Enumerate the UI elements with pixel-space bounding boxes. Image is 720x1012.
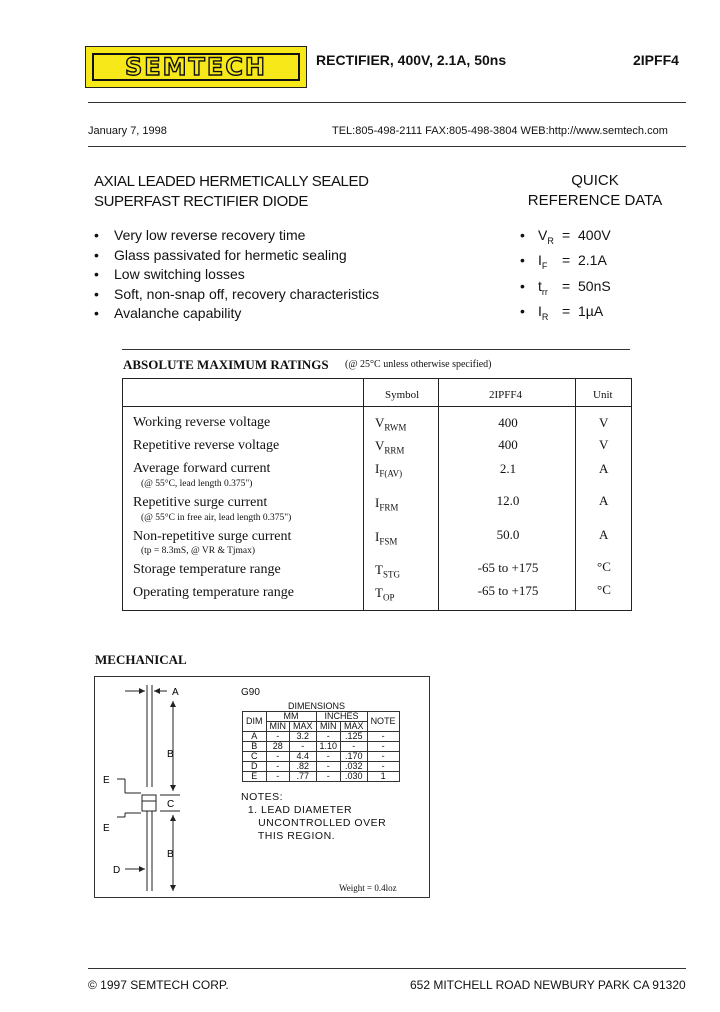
dim-label-d: D [113,865,121,876]
mm-header: MM [266,712,316,722]
unit-cell: V [599,415,609,430]
note-header: NOTE [367,712,399,732]
feature-item: • Very low reverse recovery time [94,226,379,246]
footer-divider [88,968,686,969]
value-cell: 400 [498,415,518,430]
description-line-1: AXIAL LEADED HERMETICALLY SEALED [94,173,369,190]
header-part: 2IPFF4 [489,389,523,401]
unit-cell: A [599,461,609,476]
feature-item: • Avalanche capability [94,304,379,324]
quick-item: • $I_F$ = 2.1A [520,252,607,272]
param-repetitive-surge-current: Repetitive surge current [133,495,268,510]
package-code: G90 [241,687,260,698]
value-cell: 50.0 [496,527,520,542]
param-non-repetitive-surge-current: Non-repetitive surge current [133,529,292,544]
value-cell: 2.1 [499,461,517,476]
param-storage-temperature-range: Storage temperature range [133,562,281,577]
dim-label-b-lower: B [167,849,174,860]
ratings-title: ABSOLUTE MAXIMUM RATINGS [123,357,329,372]
feature-item: • Glass passivated for hermetic sealing [94,246,379,266]
contact-info: TEL:805-498-2111 FAX:805-498-3804 WEB:http://www.semtech.com [332,125,668,137]
param-note: (tp = 8.3mS, @ VR & Tjmax) [141,546,256,556]
logo-text: SEMTECH [124,53,268,81]
footer-copyright: © 1997 SEMTECH CORP. [88,978,229,992]
symbol-cell: $I_{FSM}$ [375,529,398,547]
param-average-forward-current: Average forward current [133,461,271,476]
unit-cell: °C [597,582,611,597]
param-working-reverse-voltage: Working reverse voltage [133,415,271,430]
unit-cell: A [599,493,609,508]
symbol-cell: $V_{RRM}$ [375,438,405,456]
mechanical-title: MECHANICAL [95,652,187,667]
table-row: B 28 - 1.10 - - [243,742,400,752]
quick-title-line-1: QUICK [571,172,619,189]
feature-item: • Low switching losses [94,265,379,285]
param-repetitive-reverse-voltage: Repetitive reverse voltage [133,438,280,453]
symbol-cell: $I_{F(AV)}$ [375,461,403,479]
max-header: MAX [341,722,368,732]
unit-cell: °C [597,559,611,574]
max-header: MAX [290,722,317,732]
product-description [94,172,369,212]
symbol-cell: $I_{FRM}$ [375,495,399,513]
ratings-table [122,378,632,611]
min-header: MIN [266,722,290,732]
value-cell: 12.0 [496,493,520,508]
mechanical-notes: NOTES: 1. LEAD DIAMETER UNCONTROLLED OVER THIS REGION. [241,791,387,842]
dim-label-e-upper: E [103,775,110,786]
symbol-cell: $T_{STG}$ [375,562,400,580]
dim-label-c: C [167,799,175,810]
quick-item: • $I_R$ = 1µA [520,302,604,322]
feature-item: • Soft, non-snap off, recovery characteristics [94,285,379,305]
unit-cell: A [599,527,609,542]
dim-header: DIM [243,712,267,732]
feature-list [94,226,379,324]
value-cell: -65 to +175 [477,583,539,598]
symbol-cell: $T_{OP}$ [375,585,395,603]
header-divider [88,102,686,103]
contact-divider [88,146,686,147]
quick-title-line-2: REFERENCE DATA [527,192,663,209]
dimensions-title: DIMENSIONS [288,701,346,711]
footer-address: 652 MITCHELL ROAD NEWBURY PARK CA 91320 [410,978,686,992]
param-note: (@ 55°C, lead length 0.375") [141,479,253,489]
dimensions-table [242,702,400,782]
quick-item: • $V_R$ = 400V [520,227,611,246]
table-row: C - 4.4 - .170 - [243,752,400,762]
quick-reference-list [520,226,611,327]
semtech-logo [85,46,307,88]
part-number: 2IPFF4 [633,52,679,68]
ratings-condition: (@ 25°C unless otherwise specified) [345,359,492,370]
header-unit: Unit [593,389,613,401]
dim-label-a: A [172,687,179,698]
ratings-divider [122,349,630,350]
table-row: D - .82 - .032 - [243,762,400,772]
diode-outline-drawing [95,677,245,897]
quick-reference-title [515,171,675,211]
inches-header: INCHES [316,712,367,722]
dim-label-e-lower: E [103,823,110,834]
weight-label: Weight = 0.4loz [339,883,397,893]
header-symbol: Symbol [385,389,420,401]
document-date: January 7, 1998 [88,125,167,137]
value-cell: 400 [498,437,518,452]
document-title: RECTIFIER, 400V, 2.1A, 50ns [316,52,507,68]
param-operating-temperature-range: Operating temperature range [133,585,294,600]
mechanical-drawing-box [94,676,430,898]
min-header: MIN [316,722,341,732]
param-note: (@ 55°C in free air, lead length 0.375") [141,513,292,523]
unit-cell: V [599,437,609,452]
table-row: A - 3.2 - .125 - [243,732,400,742]
dim-label-b-upper: B [167,749,174,760]
description-line-2: SUPERFAST RECTIFIER DIODE [94,193,308,210]
symbol-cell: $V_{RWM}$ [375,415,407,433]
table-row: E - .77 - .030 1 [243,772,400,782]
value-cell: -65 to +175 [477,560,539,575]
quick-item: • $t_{rr}$ = 50nS [520,277,611,297]
